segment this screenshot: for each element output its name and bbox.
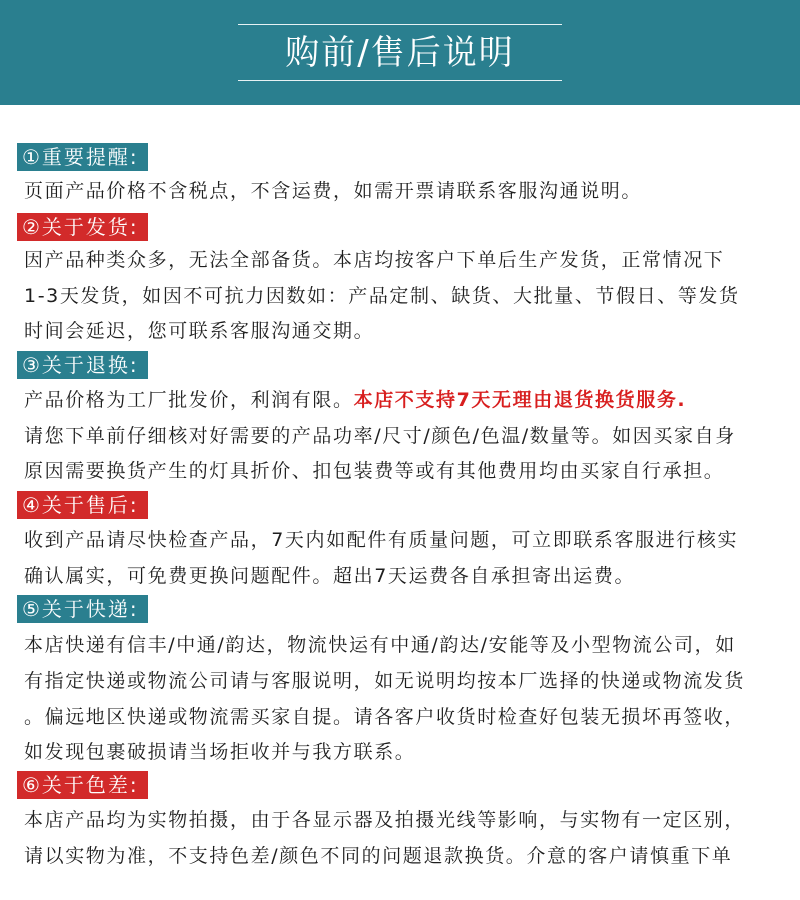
section-label-courier: ⑤关于快递: bbox=[17, 595, 148, 623]
title-rule-top bbox=[238, 24, 562, 25]
section-returns-line bbox=[24, 383, 794, 417]
section-reminder-line: 页面产品价格不含税点，不含运费，如需开票请联系客服沟通说明。 bbox=[24, 180, 643, 202]
header-banner bbox=[0, 0, 800, 105]
section-label-reminder: ①重要提醒: bbox=[17, 143, 148, 171]
section-label-shipping: ②关于发货: bbox=[17, 213, 148, 241]
section-label-aftersales: ④关于售后: bbox=[17, 491, 148, 519]
returns-price-text: 产品价格为工厂批发价，利润有限。 bbox=[24, 389, 354, 411]
title-rule-bottom bbox=[238, 80, 562, 81]
section-aftersales-line: 收到产品请尽快检查产品，7天内如配件有质量问题，可立即联系客服进行核实 bbox=[24, 529, 739, 551]
section-returns-line: 原因需要换货产生的灯具折价、扣包装费等或有其他费用均由买家自行承担。 bbox=[24, 460, 725, 482]
returns-policy-highlight: 本店不支持7天无理由退货换货服务. bbox=[353, 389, 687, 411]
section-courier-line: 本店快递有信丰/中通/韵达，物流快运有中通/韵达/安能等及小型物流公司，如 bbox=[24, 634, 736, 656]
section-courier-line: 如发现包裹破损请当场拒收并与我方联系。 bbox=[24, 741, 416, 763]
section-shipping-line: 1-3天发货，如因不可抗力因数如：产品定制、缺货、大批量、节假日、等发货 bbox=[24, 285, 740, 307]
section-label-returns: ③关于退换: bbox=[17, 351, 148, 379]
page-title: 购前/售后说明 bbox=[285, 33, 515, 73]
section-returns-line: 请您下单前仔细核对好需要的产品功率/尺寸/颜色/色温/数量等。如因买家自身 bbox=[24, 425, 736, 447]
section-courier-line: 。偏远地区快递或物流需买家自提。请各客户收货时检查好包装无损坏再签收， bbox=[24, 706, 746, 728]
section-shipping-line: 因产品种类众多，无法全部备货。本店均按客户下单后生产发货，正常情况下 bbox=[24, 249, 725, 271]
section-color-line: 本店产品均为实物拍摄，由于各显示器及拍摄光线等影响，与实物有一定区别， bbox=[24, 809, 746, 831]
section-aftersales-line: 确认属实，可免费更换问题配件。超出7天运费各自承担寄出运费。 bbox=[24, 565, 636, 587]
section-shipping-line: 时间会延迟，您可联系客服沟通交期。 bbox=[24, 320, 375, 342]
section-color-line: 请以实物为准，不支持色差/颜色不同的问题退款换货。介意的客户请慎重下单 bbox=[24, 845, 733, 867]
section-courier-line: 有指定快递或物流公司请与客服说明，如无说明均按本厂选择的快递或物流发货 bbox=[24, 670, 746, 692]
section-label-color-difference: ⑥关于色差: bbox=[17, 771, 148, 799]
